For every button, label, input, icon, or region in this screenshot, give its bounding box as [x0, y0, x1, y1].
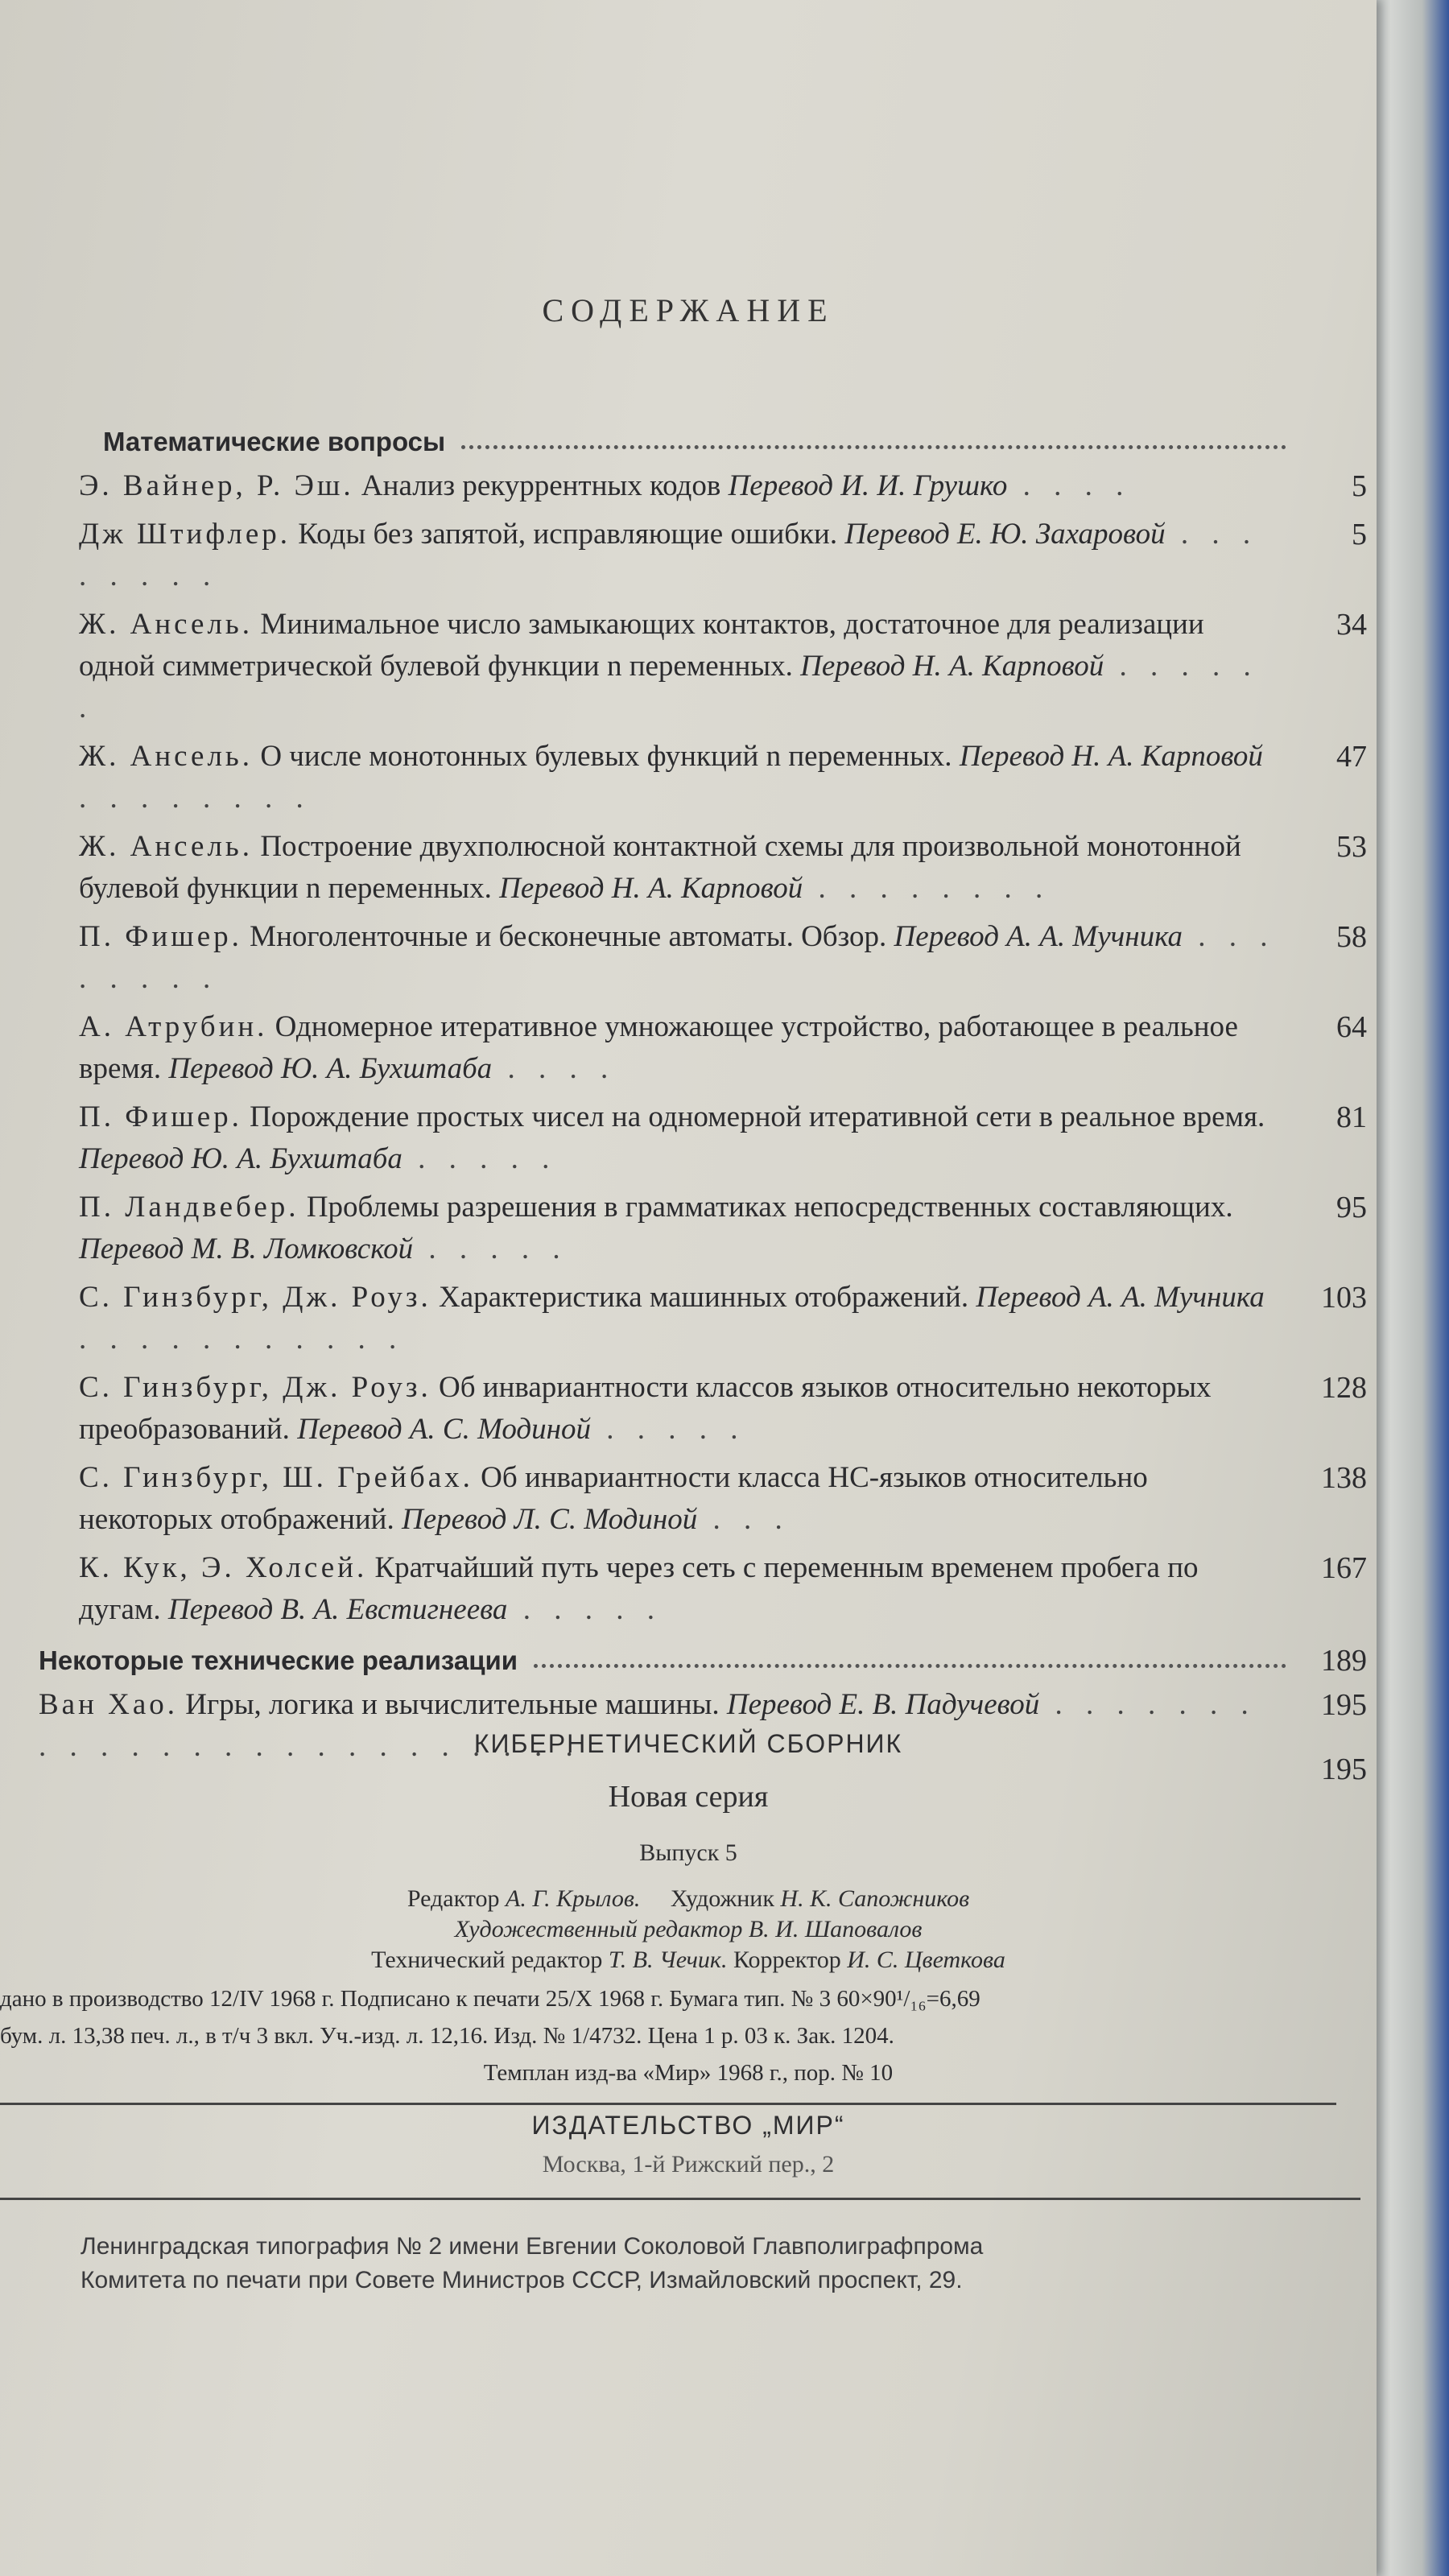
leader-dots: . . . . . . . . . . . . . . . . . . . . . . . . . — [39, 1688, 1257, 1763]
page-number: 138 — [1321, 1461, 1367, 1495]
entry-translator: Перевод А. С. Модиной — [297, 1413, 591, 1446]
entry-translator: Перевод Н. А. Карповой — [800, 650, 1104, 683]
toc-title: СОДЕРЖАНИЕ — [542, 292, 835, 328]
entry-title: Об инвариантности классов языков относительно некоторых преобразований. — [79, 1371, 1212, 1446]
leader-dots: . . . . . . . . — [79, 518, 1259, 592]
editor-label: Редактор — [407, 1885, 500, 1912]
toc-entry — [39, 1457, 1367, 1541]
print-line: бум. л. 13,38 печ. л., в т/ч 3 вкл. Уч.-изд. л. 12,16. Изд. № 1/4732. Цена 1 р. 03 к. Зак. 1204. — [0, 2023, 894, 2049]
entry-author: К. Кук, Э. Холсей. — [79, 1551, 368, 1584]
entry-author: С. Гинзбург, Ш. Грейбах. — [79, 1461, 473, 1494]
entry-title: Коды без запятой, исправляющие ошибки. — [298, 518, 838, 551]
print-details — [0, 1980, 1377, 2091]
leader-dots: . . . . . — [413, 1232, 568, 1265]
page-number: 34 — [1336, 608, 1367, 642]
credits-block — [0, 1884, 1377, 1975]
section-heading-tech — [39, 1637, 1367, 1684]
entry-translator: Перевод Л. С. Модиной — [401, 1503, 698, 1536]
printing-house — [80, 2230, 1368, 2297]
entry-author: П. Фишер. — [79, 920, 242, 953]
entry-author: Ж. Ансель. — [79, 740, 254, 773]
entry-author: Ж. Ансель. — [79, 608, 254, 641]
entry-translator: Перевод В. А. Евстигнеева — [167, 1593, 508, 1626]
toc-entry — [39, 1096, 1367, 1180]
page-number: 103 — [1321, 1281, 1367, 1315]
entry-title: Характеристика машинных отображений. — [438, 1281, 969, 1314]
page-number: 189 — [1321, 1644, 1367, 1678]
page-number: 81 — [1336, 1100, 1367, 1134]
entry-author: П. Фишер. — [79, 1100, 242, 1133]
toc-entry — [39, 1547, 1367, 1631]
press-line: Ленинградская типография № 2 имени Евгении Соколовой Главполиграфпрома — [80, 2233, 984, 2260]
entry-title: Об инвариантности класса НС-языков относительно некоторых отображений. — [79, 1461, 1148, 1536]
entry-title: Многоленточные и бесконечные автоматы. Обзор. — [250, 920, 887, 953]
entry-title: Построение двухполюсной контактной схемы для произвольной монотонной булевой функции n переменных. — [79, 830, 1241, 905]
editor-name: А. Г. Крылов. — [506, 1885, 641, 1912]
issue-number: Выпуск 5 — [639, 1839, 737, 1866]
toc-entry — [39, 1187, 1367, 1270]
print-line: Темплан изд-ва «Мир» 1968 г., пор. № 10 — [483, 2060, 894, 2086]
entry-title: Проблемы разрешения в грамматиках непосредственных составляющих. — [306, 1191, 1233, 1224]
collection-title: КИБЕРНЕТИЧЕСКИЙ СБОРНИК — [473, 1729, 903, 1758]
leader-dots: . . . . — [1007, 469, 1132, 502]
page-number: 64 — [1336, 1010, 1367, 1044]
entry-translator: Перевод А. А. Мучника — [976, 1281, 1265, 1314]
artist-label: Художник — [670, 1885, 774, 1912]
artist-name: Н. К. Сапожников — [780, 1885, 970, 1912]
page-number-extra: 195 — [1321, 1752, 1367, 1786]
publisher-name: ИЗДАТЕЛЬСТВО „МИР“ — [531, 2111, 845, 2140]
page-number: 5 — [1352, 469, 1367, 503]
page-number: 167 — [1321, 1551, 1367, 1585]
toc-entry — [39, 736, 1367, 819]
toc-entry — [39, 1006, 1367, 1090]
leader-dots: . . . . . . . . . . . — [79, 1323, 405, 1356]
leader-dots: . . . . . — [507, 1593, 663, 1626]
entry-translator: Перевод Н. А. Карповой — [499, 872, 803, 905]
page-number: 5 — [1352, 518, 1367, 551]
entry-author: П. Ландвебер. — [79, 1191, 299, 1224]
table-of-contents — [39, 419, 1367, 1786]
leader-dots — [534, 1654, 1286, 1668]
entry-translator: Перевод Ю. А. Бухштаба — [168, 1052, 493, 1085]
toc-entry — [39, 514, 1367, 597]
entry-translator: Перевод М. В. Ломковской — [79, 1232, 414, 1265]
entry-title: Минимальное число замыкающих контактов, достаточное для реализации одной симметрической булевой функции n переменных. — [79, 608, 1204, 683]
toc-entry — [39, 604, 1367, 729]
leader-dots: . . . — [697, 1503, 791, 1536]
entry-author: Э. Вайнер, Р. Эш. — [79, 469, 354, 502]
entry-author: Ван Хао. — [39, 1688, 179, 1721]
divider — [0, 2198, 1360, 2200]
tech-editor-name: Т. В. Чечик. — [608, 1946, 728, 1973]
entry-author: Ж. Ансель. — [79, 830, 254, 863]
page-number: 128 — [1321, 1371, 1367, 1405]
press-line: Комитета по печати при Совете Министров СССР, Измайловский проспект, 29. — [80, 2267, 963, 2293]
toc-entry — [39, 916, 1367, 1000]
entry-title: Одномерное итеративное умножающее устройство, работающее в реальное время. — [79, 1010, 1238, 1085]
entry-author: С. Гинзбург, Дж. Роуз. — [79, 1371, 431, 1404]
leader-dots: . . . . . — [402, 1142, 558, 1175]
leader-dots — [461, 436, 1286, 449]
art-editor-label: Художественный редактор — [454, 1916, 743, 1942]
page-number: 47 — [1336, 740, 1367, 774]
entry-translator: Перевод Н. А. Карповой — [959, 740, 1263, 773]
entry-translator: Перевод Е. Ю. Захаровой — [844, 518, 1166, 551]
entry-title: Игры, логика и вычислительные машины. — [185, 1688, 720, 1721]
toc-entry — [39, 1367, 1367, 1451]
entry-translator: Перевод Е. В. Падучевой — [726, 1688, 1040, 1721]
page-number: 53 — [1336, 830, 1367, 864]
art-editor-name: В. И. Шаповалов — [748, 1916, 923, 1942]
toc-entry — [39, 1277, 1367, 1360]
entry-translator: Перевод А. А. Мучника — [894, 920, 1183, 953]
tech-editor-label: Технический редактор — [371, 1946, 603, 1973]
toc-entry — [39, 826, 1367, 910]
page-number: 195 — [1321, 1688, 1367, 1722]
leader-dots: . . . . . . . . — [79, 782, 312, 815]
entry-author: Дж Штифлер. — [79, 518, 291, 551]
corrector-label: Корректор — [733, 1946, 841, 1973]
leader-dots: . . . . . . . . — [803, 872, 1051, 905]
corrector-name: И. С. Цветкова — [847, 1946, 1005, 1973]
entry-author: А. Атрубин. — [79, 1010, 268, 1043]
toc-entry — [39, 465, 1367, 507]
publisher-address: Москва, 1-й Рижский пер., 2 — [542, 2151, 835, 2178]
page-number: 95 — [1336, 1191, 1367, 1224]
section-label: Математические вопросы — [103, 427, 446, 456]
section-heading-math — [39, 419, 1367, 465]
entry-title: Порождение простых чисел на одномерной итеративной сети в реальное время. — [250, 1100, 1265, 1133]
entry-translator: Перевод Ю. А. Бухштаба — [79, 1142, 402, 1175]
entry-author: С. Гинзбург, Дж. Роуз. — [79, 1281, 431, 1314]
leader-dots: . . . . . . — [79, 650, 1259, 724]
divider — [0, 2103, 1336, 2105]
page-number: 58 — [1336, 920, 1367, 954]
print-line: дано в производство 12/IV 1968 г. Подписано к печати 25/X 1968 г. Бумага тип. № 3 60×90¹/₁₆=6,69 — [0, 1986, 980, 2012]
leader-dots: . . . . . — [590, 1413, 746, 1446]
section-label: Некоторые технические реализации — [39, 1645, 518, 1675]
leader-dots: . . . . — [492, 1052, 617, 1085]
entry-title: Кратчайший путь через сеть с переменным временем пробега по дугам. — [79, 1551, 1199, 1626]
entry-title: Анализ рекуррентных кодов — [361, 469, 721, 502]
entry-title: О числе монотонных булевых функций n переменных. — [260, 740, 952, 773]
entry-translator: Перевод И. И. Грушко — [728, 469, 1008, 502]
series-title: Новая серия — [608, 1780, 769, 1814]
leader-dots: . . . . . . . . — [79, 920, 1276, 995]
